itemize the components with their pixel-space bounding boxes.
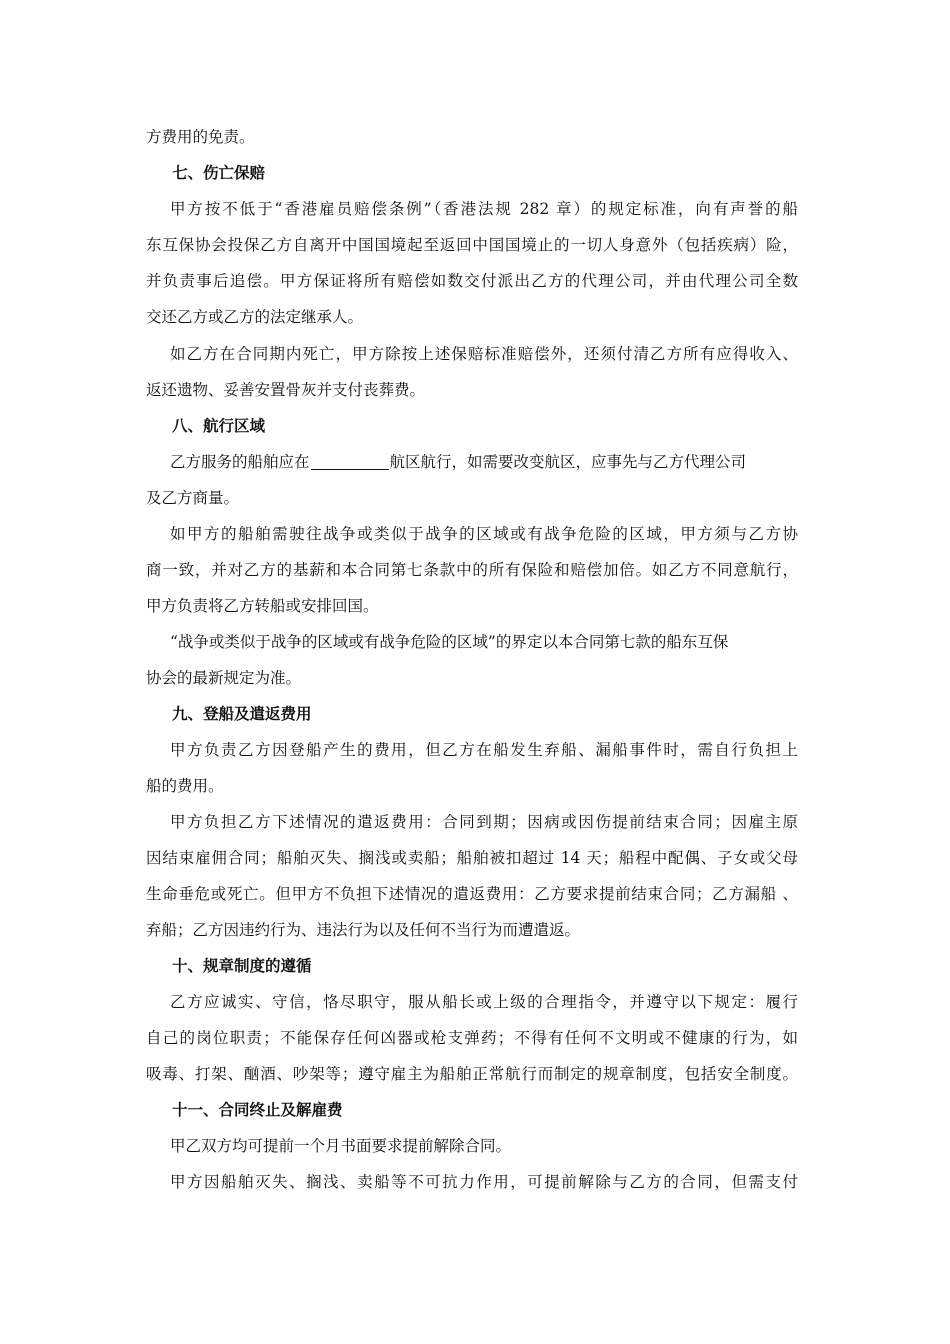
paragraph-line: 甲方负责乙方因登船产生的费用，但乙方在船发生弃船、漏船事件时，需自行负担上 bbox=[170, 741, 798, 759]
paragraph-line: “战争或类似于战争的区域或有战争危险的区域”的界定以本合同第七款的船东互保 bbox=[170, 633, 729, 651]
line-text: 乙方服务的船舶应在 bbox=[170, 453, 310, 471]
section-heading-10: 十、规章制度的遵循 bbox=[172, 957, 312, 975]
section-heading-9: 九、登船及遣返费用 bbox=[172, 705, 312, 723]
paragraph-line: 甲乙双方均可提前一个月书面要求提前解除合同。 bbox=[170, 1137, 512, 1155]
paragraph-line: 返还遗物、妥善安置骨灰并支付丧葬费。 bbox=[146, 381, 426, 399]
paragraph-line: 如乙方在合同期内死亡，甲方除按上述保赔标准赔偿外，还须付清乙方所有应得收入、 bbox=[170, 345, 798, 363]
paragraph-line: 甲方负责将乙方转船或安排回国。 bbox=[146, 597, 379, 615]
section-heading-8: 八、航行区域 bbox=[172, 417, 266, 435]
paragraph-line: 生命垂危或死亡。但甲方不负担下述情况的遣返费用：乙方要求提前结束合同；乙方漏船 、 bbox=[146, 885, 798, 903]
section-heading-7: 七、伤亡保赔 bbox=[172, 164, 266, 182]
paragraph-line: 弃船；乙方因违约行为、违法行为以及任何不当行为而遭遣返。 bbox=[146, 921, 581, 939]
paragraph-line: 东互保协会投保乙方自离开中国国境起至返回中国国境止的一切人身意外（包括疾病）险， bbox=[146, 236, 798, 254]
paragraph-line: 及乙方商量。 bbox=[146, 489, 240, 507]
paragraph-line: 自己的岗位职责；不能保存任何凶器或枪支弹药；不得有任何不文明或不健康的行为，如 bbox=[146, 1029, 798, 1047]
paragraph-line: 协会的最新规定为准。 bbox=[146, 669, 302, 687]
paragraph-line: 因结束雇佣合同；船舶灭失、搁浅或卖船；船舶被扣超过 14 天；船程中配偶、子女或父母 bbox=[146, 849, 798, 867]
paragraph-line: 乙方应诚实、守信，恪尽职守，服从船长或上级的合理指令，并遵守以下规定：履行 bbox=[170, 993, 798, 1011]
paragraph-line: 甲方负担乙方下述情况的遣返费用：合同到期；因病或因伤提前结束合同；因雇主原 bbox=[170, 813, 798, 831]
paragraph-line: 吸毒、打架、酗酒、吵架等；遵守雇主为船舶正常航行而制定的规章制度，包括安全制度。 bbox=[146, 1065, 798, 1083]
paragraph-line: 商一致，并对乙方的基薪和本合同第七条款中的所有保险和赔偿加倍。如乙方不同意航行， bbox=[146, 561, 798, 579]
line-text: 航区航行，如需要改变航区，应事先与乙方代理公司 bbox=[389, 453, 747, 471]
fill-in-blank bbox=[311, 453, 389, 470]
paragraph-line: 方费用的免责。 bbox=[146, 128, 255, 146]
paragraph-line: 甲方因船舶灭失、搁浅、卖船等不可抗力作用，可提前解除与乙方的合同，但需支付 bbox=[170, 1173, 798, 1191]
paragraph-line bbox=[170, 451, 746, 473]
paragraph-line: 交还乙方或乙方的法定继承人。 bbox=[146, 308, 364, 326]
paragraph-line: 甲方按不低于“香港雇员赔偿条例”（香港法规 282 章）的规定标准，向有声誉的船 bbox=[170, 200, 798, 218]
section-heading-11: 十一、合同终止及解雇费 bbox=[172, 1101, 343, 1119]
paragraph-line: 并负责事后追偿。甲方保证将所有赔偿如数交付派出乙方的代理公司，并由代理公司全数 bbox=[146, 272, 798, 290]
paragraph-line: 如甲方的船舶需驶往战争或类似于战争的区域或有战争危险的区域，甲方须与乙方协 bbox=[170, 525, 798, 543]
paragraph-line: 船的费用。 bbox=[146, 777, 224, 795]
